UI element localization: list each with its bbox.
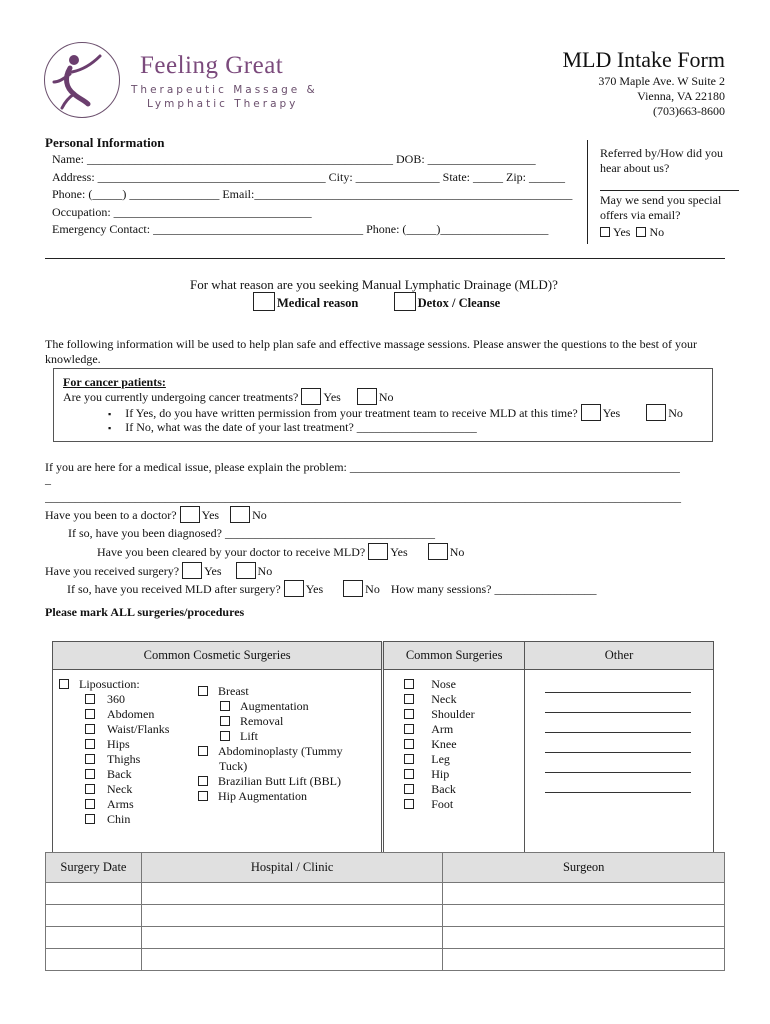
cancer-q1-text: Are you currently undergoing cancer treatments? [63, 390, 299, 404]
common-surgery-item [404, 692, 524, 707]
breast-group [198, 684, 378, 804]
common-surgery-checkbox[interactable] [404, 739, 414, 749]
mld-after-yes-checkbox[interactable] [284, 580, 304, 597]
surgery-no-label: No [257, 564, 273, 578]
cancer-q1-no-label: No [378, 390, 394, 404]
brand-name: Feeling Great [140, 52, 284, 79]
common-cell [383, 670, 525, 857]
table-cell[interactable] [443, 883, 725, 905]
common-surgery-label: Back [431, 782, 456, 796]
name-field[interactable]: Name: ___________________________________________________ DOB: __________________ [52, 152, 536, 166]
breast-option-label: Removal [240, 714, 284, 728]
other-line[interactable] [545, 713, 691, 733]
cancer-q1-no-checkbox[interactable] [357, 388, 377, 405]
common-surgery-checkbox[interactable] [404, 724, 414, 734]
specials-question: May we send you special offers via email? [600, 193, 722, 222]
lipo-item [85, 752, 169, 767]
occupation-field[interactable]: Occupation: _________________________________ [52, 205, 312, 219]
lipo-item [85, 767, 169, 782]
bullet: ▪ [108, 409, 112, 419]
common-surgery-checkbox[interactable] [404, 754, 414, 764]
other-line[interactable] [545, 733, 691, 753]
cancer-q2-yes-label: Yes [602, 406, 621, 420]
common-surgery-label: Hip [431, 767, 450, 781]
mld-after-no-checkbox[interactable] [343, 580, 363, 597]
common-surgery-item [404, 752, 524, 767]
lipo-label: Hips [107, 737, 130, 751]
doctor-no-label: No [252, 508, 267, 522]
lipo-group [59, 677, 169, 827]
cleared-yes-label: Yes [390, 545, 408, 559]
lipo-item [85, 782, 169, 797]
cancer-q2-no-label: No [668, 406, 683, 420]
cosmetic-cell [53, 670, 383, 857]
lipo-item [85, 692, 169, 707]
hip-augmentation-checkbox[interactable] [198, 791, 208, 801]
lipo-checkbox[interactable] [85, 814, 95, 824]
table-cell[interactable] [46, 905, 142, 927]
intro-text: The following information will be used to help plan safe and effective massage sessions. Please answer the questions to the best of your knowledge. [45, 337, 697, 366]
hospital-clinic-header: Hospital / Clinic [141, 853, 443, 883]
lipo-item [85, 722, 169, 737]
common-surgery-checkbox[interactable] [404, 784, 414, 794]
common-surgery-checkbox[interactable] [404, 694, 414, 704]
referral-divider [587, 140, 588, 244]
common-surgery-label: Foot [431, 797, 454, 811]
cancer-q2-text: If Yes, do you have written permission from your treatment team to receive MLD at this time? [125, 406, 578, 420]
bbl-label: Brazilian Butt Lift (BBL) [218, 774, 341, 788]
lipo-checkbox[interactable] [85, 754, 95, 764]
other-line[interactable] [545, 693, 691, 713]
surgeries-table [52, 641, 714, 857]
detox-cleanse-label: Detox / Cleanse [417, 296, 501, 310]
lipo-checkbox[interactable] [85, 784, 95, 794]
lipo-checkbox[interactable] [59, 679, 69, 689]
breast-checkbox[interactable] [198, 686, 208, 696]
lipo-checkbox[interactable] [85, 739, 95, 749]
logo-circle [44, 42, 120, 118]
mld-after-yes-label: Yes [305, 582, 324, 596]
lipo-item [85, 707, 169, 722]
breast-option-item [220, 729, 378, 744]
medical-reason-checkbox[interactable] [253, 292, 275, 311]
dancer-icon [44, 42, 120, 118]
abdominoplasty-label: Abdominoplasty (Tummy [218, 744, 343, 758]
common-surgery-item [404, 782, 524, 797]
table-cell[interactable] [443, 905, 725, 927]
breast-option-item [220, 699, 378, 714]
common-surgery-label: Knee [431, 737, 457, 751]
lipo-item [85, 797, 169, 812]
table-row [46, 905, 725, 927]
surgery-yes-label: Yes [204, 564, 222, 578]
tagline-line-2: Lymphatic Therapy [147, 98, 299, 110]
cancer-q2 [108, 404, 683, 421]
common-surgery-item [404, 677, 524, 692]
bullet: ▪ [108, 423, 112, 433]
lipo-label: Liposuction: [79, 677, 140, 691]
emergency-contact-field[interactable]: Emergency Contact: ___________________________________ Phone: (_____)__________________ [52, 222, 549, 236]
surgery-history-table [45, 852, 725, 971]
table-cell[interactable] [443, 927, 725, 949]
diagnosed-field[interactable]: If so, have you been diagnosed? ___________________________________ [68, 526, 435, 540]
table-cell[interactable] [443, 949, 725, 971]
lipo-label: Back [107, 767, 132, 781]
table-cell[interactable] [141, 927, 443, 949]
reason-options [250, 292, 500, 311]
lipo-label: Chin [107, 812, 131, 826]
medical-problem-field[interactable]: If you are here for a medical issue, please explain the problem: _______________________________________________________ [45, 460, 680, 474]
surgery-date-header: Surgery Date [46, 853, 142, 883]
other-line[interactable] [545, 753, 691, 773]
table-cell[interactable] [141, 949, 443, 971]
mark-all-heading: Please mark ALL surgeries/procedures [45, 605, 245, 619]
table-row [46, 883, 725, 905]
breast-option-item [220, 714, 378, 729]
doctor-q-text: Have you been to a doctor? [45, 508, 177, 522]
abdominoplasty-label-2: Tuck) [219, 759, 248, 773]
breast-label: Breast [218, 684, 249, 698]
specials-yes-checkbox[interactable] [600, 227, 610, 237]
medical-problem-line-2[interactable]: __________________________________________________________________________________________________________ [45, 490, 681, 504]
other-header: Other [525, 642, 714, 670]
specials-no-checkbox[interactable] [636, 227, 646, 237]
common-surgery-label: Neck [431, 692, 457, 706]
address-line-1: 370 Maple Ave. W Suite 2 [598, 74, 725, 88]
common-surgery-item [404, 707, 524, 722]
lipo-checkbox[interactable] [85, 694, 95, 704]
cleared-question [97, 543, 464, 560]
common-surgery-item [404, 737, 524, 752]
cancer-q3 [108, 420, 477, 435]
surgery-q-text: Have you received surgery? [45, 564, 180, 578]
table-row [46, 927, 725, 949]
table-row [46, 949, 725, 971]
lipo-checkbox[interactable] [85, 799, 95, 809]
medical-reason-label: Medical reason [277, 296, 359, 310]
cancer-q2-no-checkbox[interactable] [646, 404, 666, 421]
address-field[interactable]: Address: ______________________________________ City: ______________ State: _____ Zip: ______ [52, 170, 565, 184]
common-surgery-checkbox[interactable] [404, 799, 414, 809]
mld-after-surgery-question [67, 580, 597, 597]
form-title: MLD Intake Form [562, 47, 725, 72]
cleared-no-checkbox[interactable] [428, 543, 448, 560]
common-surgery-item [404, 767, 524, 782]
phone-number: (703)663-8600 [653, 104, 725, 118]
cancer-q1-yes-label: Yes [323, 390, 341, 404]
surgery-yes-checkbox[interactable] [182, 562, 202, 579]
lipo-label: Abdomen [107, 707, 155, 721]
common-surgery-checkbox[interactable] [404, 769, 414, 779]
referral-answer-line[interactable] [600, 190, 739, 191]
doctor-yes-label: Yes [201, 508, 220, 522]
cancer-q3-text[interactable]: If No, what was the date of your last treatment? ____________________ [125, 420, 477, 434]
breast-option-checkbox[interactable] [220, 731, 230, 741]
table-cell[interactable] [46, 883, 142, 905]
lipo-label: 360 [107, 692, 125, 706]
cancer-heading: For cancer patients: [63, 375, 166, 389]
lipo-label: Arms [107, 797, 134, 811]
hip-augmentation-label: Hip Augmentation [218, 789, 307, 803]
surgeon-header: Surgeon [443, 853, 725, 883]
cleared-no-label: No [449, 545, 465, 559]
common-surgery-checkbox[interactable] [404, 679, 414, 689]
common-surgery-label: Shoulder [431, 707, 475, 721]
cleared-q-text: Have you been cleared by your doctor to receive MLD? [97, 545, 366, 559]
sessions-field[interactable]: How many sessions? _________________ [390, 582, 597, 596]
table-cell[interactable] [46, 927, 142, 949]
breast-option-label: Augmentation [240, 699, 309, 713]
doctor-yes-checkbox[interactable] [180, 506, 200, 523]
lipo-label: Thighs [107, 752, 141, 766]
cancer-q2-yes-checkbox[interactable] [581, 404, 601, 421]
lipo-label: Neck [107, 782, 133, 796]
table-cell[interactable] [141, 905, 443, 927]
specials-options [600, 225, 664, 240]
common-header: Common Surgeries [383, 642, 525, 670]
surgery-no-checkbox[interactable] [236, 562, 256, 579]
lipo-checkbox[interactable] [85, 724, 95, 734]
reason-question: For what reason are you seeking Manual Lymphatic Drainage (MLD)? [190, 277, 558, 292]
tagline-line-1: Therapeutic Massage & [131, 84, 318, 96]
phone-email-field[interactable]: Phone: (_____) _______________ Email:_____________________________________________________ [52, 187, 573, 201]
common-items [404, 677, 524, 812]
table-cell[interactable] [141, 883, 443, 905]
breast-option-checkbox[interactable] [220, 701, 230, 711]
lipo-checkbox[interactable] [85, 769, 95, 779]
personal-info-heading: Personal Information [45, 135, 165, 150]
common-surgery-item [404, 797, 524, 812]
detox-cleanse-checkbox[interactable] [394, 292, 416, 311]
section-divider [45, 258, 725, 259]
bbl-checkbox[interactable] [198, 776, 208, 786]
abdominoplasty-checkbox[interactable] [198, 746, 208, 756]
mld-after-q-text: If so, have you received MLD after surgery? [67, 582, 281, 596]
referral-question: Referred by/How did you hear about us? [600, 146, 723, 175]
specials-yes-label: Yes [613, 225, 631, 239]
other-line[interactable] [545, 673, 691, 693]
surgery-question [45, 562, 272, 579]
lipo-item [85, 737, 169, 752]
common-surgery-label: Arm [431, 722, 454, 736]
lipo-item [85, 812, 169, 827]
other-cell [525, 670, 714, 857]
doctor-question [45, 506, 267, 523]
cancer-q1 [63, 388, 394, 405]
common-surgery-label: Nose [431, 677, 456, 691]
cleared-yes-checkbox[interactable] [368, 543, 388, 560]
table-cell[interactable] [46, 949, 142, 971]
mld-after-no-label: No [365, 582, 380, 596]
dash: – [45, 476, 51, 490]
other-line[interactable] [545, 773, 691, 793]
cosmetic-header: Common Cosmetic Surgeries [53, 642, 383, 670]
breast-option-checkbox[interactable] [220, 716, 230, 726]
lipo-items [59, 692, 169, 827]
doctor-no-checkbox[interactable] [230, 506, 250, 523]
cancer-q1-yes-checkbox[interactable] [301, 388, 321, 405]
specials-no-label: No [649, 225, 665, 239]
common-surgery-label: Leg [431, 752, 450, 766]
breast-items [198, 699, 378, 744]
common-surgery-checkbox[interactable] [404, 709, 414, 719]
breast-option-label: Lift [240, 729, 258, 743]
lipo-checkbox[interactable] [85, 709, 95, 719]
lipo-label: Waist/Flanks [107, 722, 170, 736]
common-surgery-item [404, 722, 524, 737]
address-line-2: Vienna, VA 22180 [637, 89, 725, 103]
